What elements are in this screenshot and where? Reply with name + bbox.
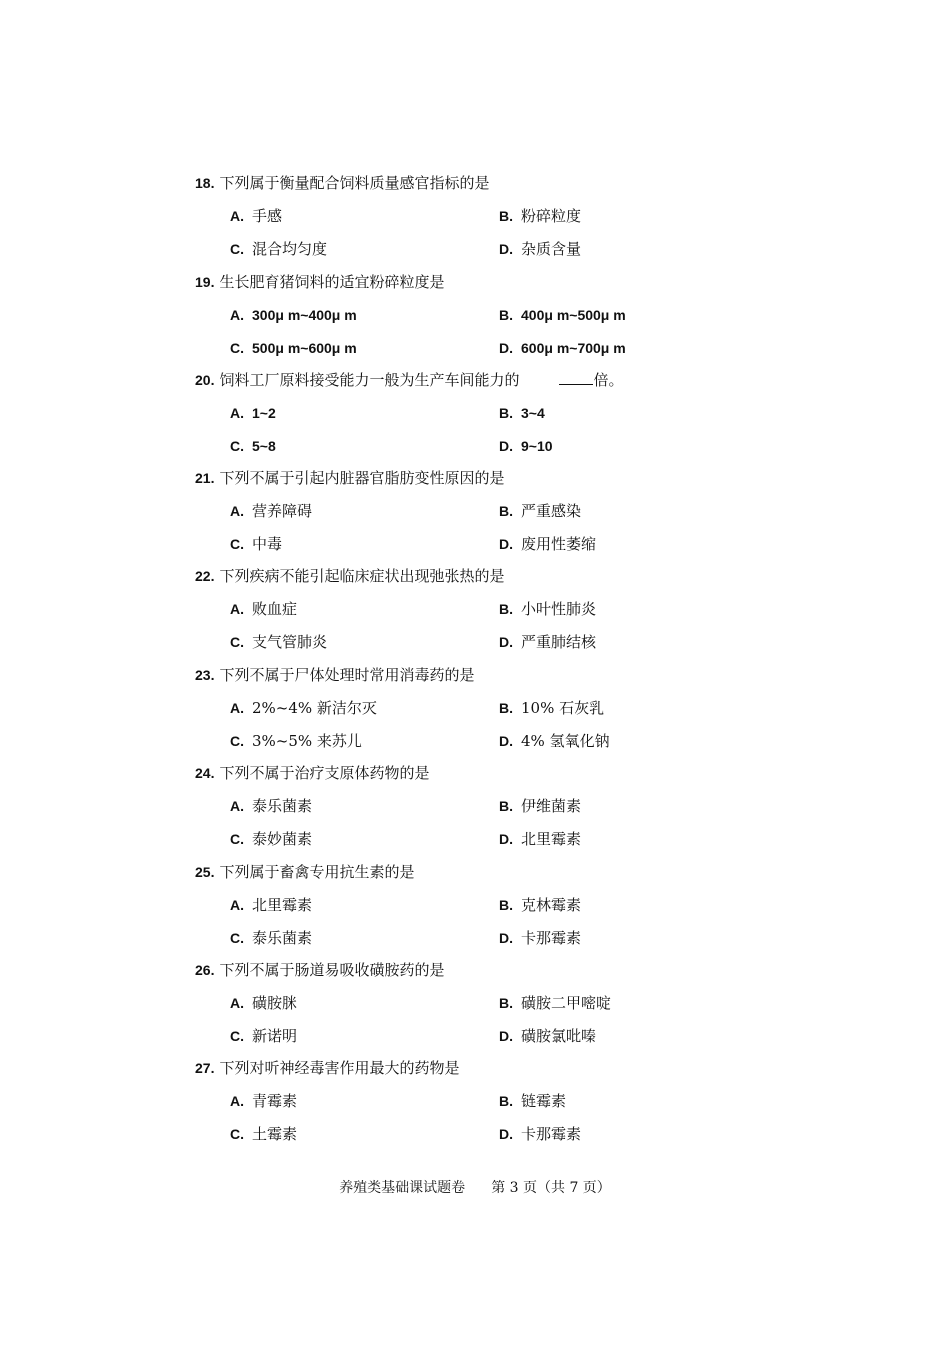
option-d	[499, 926, 581, 950]
option-d	[499, 1024, 596, 1048]
option-text: 链霉素	[521, 1092, 567, 1110]
option-text: 泰妙菌素	[252, 830, 313, 848]
option-d	[499, 827, 581, 851]
option-text: 600μ m~700μ m	[521, 340, 626, 356]
option-a	[230, 204, 282, 228]
option-c	[230, 237, 327, 261]
option-text: 2%~4% 新洁尔灭	[252, 699, 377, 717]
option-text: 手感	[252, 207, 283, 225]
question-text: 饲料工厂原料接受能力一般为生产车间能力的	[219, 371, 520, 389]
question-number: 20.	[195, 372, 215, 388]
option-text: 10% 石灰乳	[521, 699, 605, 717]
option-b	[499, 204, 581, 228]
option-letter: D.	[499, 930, 513, 946]
option-text: 支气管肺炎	[252, 633, 328, 651]
question-text: 下列疾病不能引起临床症状出现弛张热的是	[219, 567, 505, 585]
question-stem	[195, 860, 414, 884]
option-d	[499, 336, 626, 360]
option-letter: C.	[230, 340, 244, 356]
option-a	[230, 794, 312, 818]
option-text: 粉碎粒度	[521, 207, 582, 225]
option-text: 磺胺脒	[252, 994, 298, 1012]
option-letter: B.	[499, 798, 513, 814]
option-text: 500μ m~600μ m	[252, 340, 357, 356]
option-letter: A.	[230, 1093, 244, 1109]
question-text: 下列属于衡量配合饲料质量感官指标的是	[219, 174, 490, 192]
option-c	[230, 1122, 297, 1146]
question-stem	[195, 368, 624, 392]
option-letter: A.	[230, 307, 244, 323]
option-letter: B.	[499, 503, 513, 519]
option-b	[499, 401, 545, 425]
option-b	[499, 696, 604, 720]
option-letter: A.	[230, 995, 244, 1011]
option-letter: D.	[499, 438, 513, 454]
option-b	[499, 303, 626, 327]
option-a	[230, 991, 297, 1015]
option-letter: C.	[230, 1126, 244, 1142]
option-letter: A.	[230, 405, 244, 421]
question-text: 下列对听神经毒害作用最大的药物是	[219, 1059, 460, 1077]
question-number: 19.	[195, 274, 215, 290]
option-d	[499, 1122, 581, 1146]
option-d	[499, 729, 610, 753]
option-d	[499, 532, 596, 556]
option-text: 磺胺二甲嘧啶	[521, 994, 612, 1012]
option-b	[499, 991, 611, 1015]
option-text: 1~2	[252, 405, 276, 421]
option-text: 3%~5% 来苏儿	[252, 732, 362, 750]
option-letter: B.	[499, 405, 513, 421]
option-text: 废用性萎缩	[521, 535, 597, 553]
option-a	[230, 401, 276, 425]
question-number: 27.	[195, 1060, 215, 1076]
option-letter: D.	[499, 634, 513, 650]
option-text: 卡那霉素	[521, 1125, 582, 1143]
question-25	[0, 860, 950, 959]
question-text: 下列不属于肠道易吸收磺胺药的是	[219, 961, 445, 979]
question-number: 24.	[195, 765, 215, 781]
option-c	[230, 336, 357, 360]
question-18	[0, 171, 950, 270]
option-text: 伊维菌素	[521, 797, 582, 815]
question-text-suffix: 倍。	[593, 371, 624, 389]
option-text: 严重感染	[521, 502, 582, 520]
option-c	[230, 827, 312, 851]
option-letter: A.	[230, 503, 244, 519]
question-number: 23.	[195, 667, 215, 683]
option-c	[230, 532, 282, 556]
page-footer	[0, 1176, 950, 1200]
question-stem	[195, 1056, 459, 1080]
option-text: 9~10	[521, 438, 553, 454]
option-letter: B.	[499, 995, 513, 1011]
answer-blank	[559, 370, 593, 385]
option-text: 营养障碍	[252, 502, 313, 520]
option-a	[230, 499, 312, 523]
option-text: 400μ m~500μ m	[521, 307, 626, 323]
option-text: 卡那霉素	[521, 929, 582, 947]
option-text: 新诺明	[252, 1027, 298, 1045]
footer-title: 养殖类基础课试题卷	[339, 1180, 466, 1196]
question-stem	[195, 761, 429, 785]
question-22	[0, 564, 950, 663]
question-26	[0, 958, 950, 1057]
option-c	[230, 926, 312, 950]
question-23	[0, 663, 950, 762]
option-b	[499, 893, 581, 917]
option-b	[499, 597, 596, 621]
option-letter: D.	[499, 241, 513, 257]
option-d	[499, 237, 581, 261]
option-text: 中毒	[252, 535, 283, 553]
question-text: 生长肥育猪饲料的适宜粉碎粒度是	[219, 273, 445, 291]
question-stem	[195, 270, 444, 294]
option-text: 败血症	[252, 600, 298, 618]
option-a	[230, 696, 377, 720]
option-letter: B.	[499, 700, 513, 716]
option-text: 北里霉素	[252, 896, 313, 914]
option-text: 300μ m~400μ m	[252, 307, 357, 323]
option-d	[499, 434, 553, 458]
option-text: 5~8	[252, 438, 276, 454]
option-text: 泰乐菌素	[252, 929, 313, 947]
option-letter: B.	[499, 208, 513, 224]
option-text: 杂质含量	[521, 240, 582, 258]
option-letter: B.	[499, 601, 513, 617]
option-text: 北里霉素	[521, 830, 582, 848]
option-a	[230, 1089, 297, 1113]
question-number: 21.	[195, 470, 215, 486]
option-text: 磺胺氯吡嗪	[521, 1027, 597, 1045]
option-c	[230, 434, 276, 458]
option-letter: D.	[499, 831, 513, 847]
option-text: 克林霉素	[521, 896, 582, 914]
question-text: 下列属于畜禽专用抗生素的是	[219, 863, 415, 881]
question-19	[0, 270, 950, 369]
option-text: 小叶性肺炎	[521, 600, 597, 618]
option-letter: B.	[499, 897, 513, 913]
option-letter: A.	[230, 601, 244, 617]
footer-page-info: 第 3 页（共 7 页）	[491, 1180, 611, 1196]
option-letter: C.	[230, 733, 244, 749]
option-b	[499, 794, 581, 818]
option-text: 3~4	[521, 405, 545, 421]
question-number: 18.	[195, 175, 215, 191]
option-text: 土霉素	[252, 1125, 298, 1143]
question-stem	[195, 171, 489, 195]
option-letter: C.	[230, 831, 244, 847]
option-b	[499, 1089, 566, 1113]
option-letter: A.	[230, 700, 244, 716]
option-letter: A.	[230, 208, 244, 224]
question-24	[0, 761, 950, 860]
option-text: 青霉素	[252, 1092, 298, 1110]
question-20	[0, 368, 950, 467]
option-letter: C.	[230, 1028, 244, 1044]
question-text: 下列不属于治疗支原体药物的是	[219, 764, 430, 782]
option-text: 4% 氢氧化钠	[521, 732, 610, 750]
option-letter: C.	[230, 930, 244, 946]
option-letter: B.	[499, 307, 513, 323]
option-letter: A.	[230, 798, 244, 814]
option-c	[230, 729, 362, 753]
option-a	[230, 597, 297, 621]
option-d	[499, 630, 596, 654]
option-letter: C.	[230, 634, 244, 650]
option-letter: C.	[230, 536, 244, 552]
question-number: 26.	[195, 962, 215, 978]
option-letter: C.	[230, 438, 244, 454]
option-a	[230, 893, 312, 917]
question-text: 下列不属于尸体处理时常用消毒药的是	[219, 666, 475, 684]
question-21	[0, 466, 950, 565]
question-27	[0, 1056, 950, 1155]
option-letter: A.	[230, 897, 244, 913]
option-b	[499, 499, 581, 523]
option-letter: D.	[499, 733, 513, 749]
option-text: 严重肺结核	[521, 633, 597, 651]
question-text: 下列不属于引起内脏器官脂肪变性原因的是	[219, 469, 505, 487]
question-stem	[195, 663, 474, 687]
option-letter: B.	[499, 1093, 513, 1109]
option-letter: D.	[499, 1028, 513, 1044]
option-letter: D.	[499, 1126, 513, 1142]
option-letter: D.	[499, 340, 513, 356]
question-stem	[195, 466, 504, 490]
question-stem	[195, 564, 504, 588]
question-number: 22.	[195, 568, 215, 584]
option-a	[230, 303, 357, 327]
question-number: 25.	[195, 864, 215, 880]
option-letter: C.	[230, 241, 244, 257]
option-letter: D.	[499, 536, 513, 552]
option-c	[230, 1024, 297, 1048]
option-text: 混合均匀度	[252, 240, 328, 258]
option-text: 泰乐菌素	[252, 797, 313, 815]
question-stem	[195, 958, 444, 982]
option-c	[230, 630, 327, 654]
